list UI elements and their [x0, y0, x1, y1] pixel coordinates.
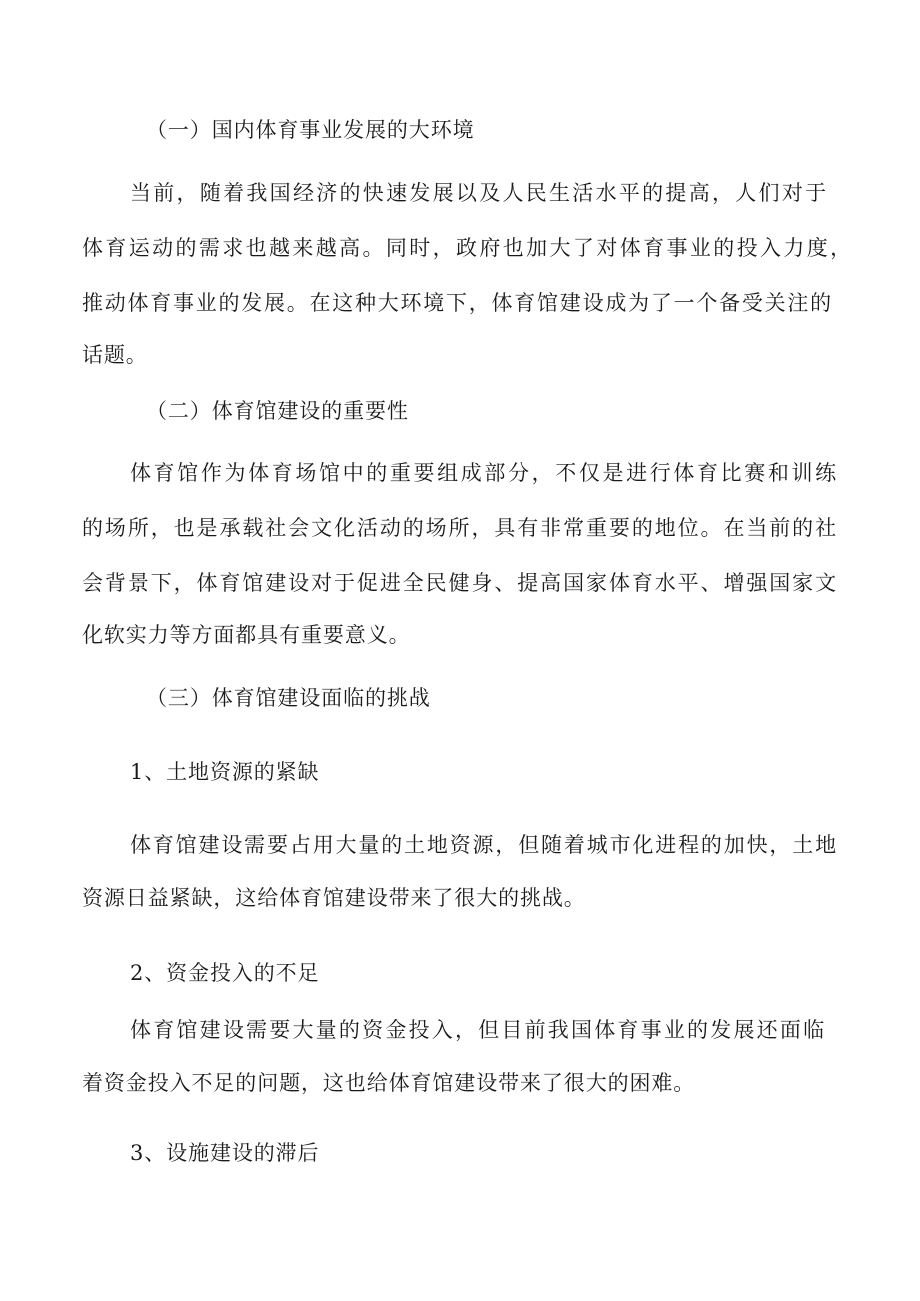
- paragraph-line: 话题。: [82, 343, 148, 367]
- paragraph-line: 体育馆建设需要占用大量的土地资源，但随着城市化进程的加快，土地: [130, 833, 837, 857]
- paragraph-line: 资源日益紧缺，这给体育馆建设带来了很大的挑战。: [82, 886, 586, 910]
- paragraph-line: 体育馆作为体育场馆中的重要组成部分，不仅是进行体育比赛和训练: [130, 461, 837, 485]
- paragraph-line: 着资金投入不足的问题，这也给体育馆建设带来了很大的困难。: [82, 1071, 696, 1095]
- section-heading-2: （二）体育馆建设的重要性: [146, 399, 409, 423]
- paragraph-line: 体育运动的需求也越来越高。同时，政府也加大了对体育事业的投入力度，: [82, 236, 852, 260]
- paragraph-line: 推动体育事业的发展。在这种大环境下，体育馆建设成为了一个备受关注的: [82, 291, 832, 315]
- paragraph-line: 当前，随着我国经济的快速发展以及人民生活水平的提高，人们对于: [130, 181, 827, 205]
- section-heading-1: （一）国内体育事业发展的大环境: [146, 118, 475, 142]
- paragraph-line: 的场所，也是承载社会文化活动的场所，具有非常重要的地位。在当前的社: [82, 516, 837, 540]
- paragraph-line: 体育馆建设需要大量的资金投入，但目前我国体育事业的发展还面临: [130, 1018, 825, 1042]
- subheading-3: 3、设施建设的滞后: [130, 1141, 320, 1165]
- paragraph-line: 化软实力等方面都具有重要意义。: [82, 623, 411, 647]
- section-heading-3: （三）体育馆建设面临的挑战: [146, 686, 431, 710]
- subheading-2: 2、资金投入的不足: [130, 961, 320, 985]
- paragraph-line: 会背景下，体育馆建设对于促进全民健身、提高国家体育水平、增强国家文: [82, 571, 837, 595]
- subheading-1: 1、土地资源的紧缺: [130, 760, 320, 784]
